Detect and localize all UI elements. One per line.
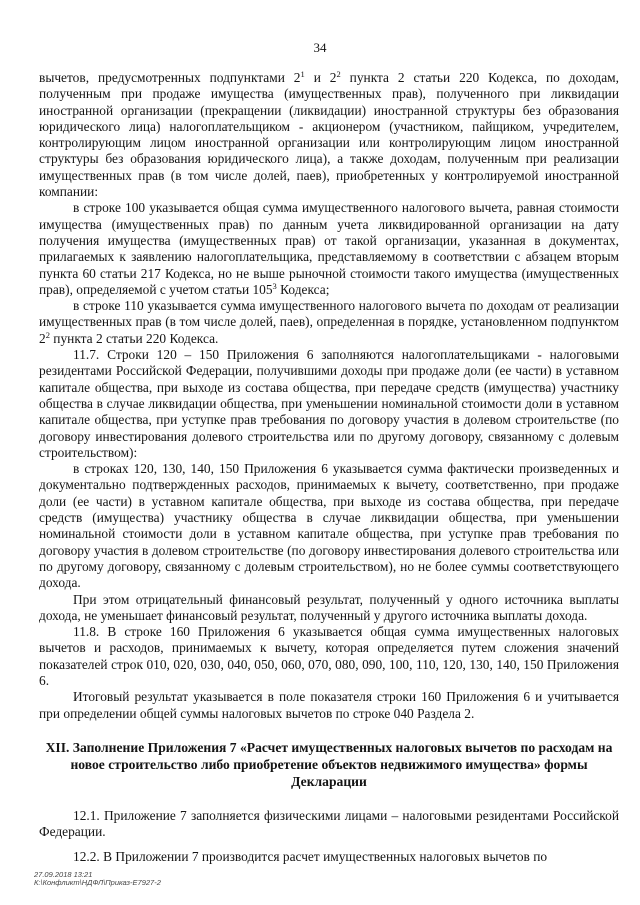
footer-timestamp: 27.09.2018 13:21 <box>34 870 93 879</box>
paragraph: 11.8. В строке 160 Приложения 6 указывается общая сумма имущественных налоговых вычетов и расходов, принимаемых к вычету, которая определяется путем сложения значений показателей строк 010, 020, 030, 040, 050, 060, 070, 080, 090, 100, 110, 120, 130, 140, 150 Приложения 6. <box>39 624 619 688</box>
section-heading: XII. Заполнение Приложения 7 «Расчет имущественных налоговых вычетов по расходам на новое строительство либо приобретение объектов недвижимого имущества» формы Декларации <box>45 739 613 789</box>
superscript: 3 <box>272 280 277 291</box>
superscript: 1 <box>300 69 305 79</box>
paragraph-12-1: 12.1. Приложение 7 заполняется физическими лицами – налоговыми резидентами Российской Федерации. <box>39 807 619 840</box>
page-number: 34 <box>313 40 327 55</box>
footer-file-path: К:\Конфликт\НДФЛ\Приказ-E7927-2 <box>34 878 161 887</box>
paragraph: в строках 120, 130, 140, 150 Приложения 6 указывается сумма фактически произведенных и документально подтвержденных расходов, принимаемых к вычету, соответственно, при продаже доли (ее части) в уставном капитале общества, при выходе из состава общества, при передаче средств (имущества) участнику общества в случае ликвидации общества, при уменьшении номинальной стоимости доли в уставном капитале общества, при уступке прав требования по договору участия в долевом строительстве (по договору инвестирования долевого строительства или по другому договору, связанному с долевым строительством), но не более суммы соответствующего дохода. <box>39 461 619 591</box>
paragraph: Итоговый результат указывается в поле показателя строки 160 Приложения 6 и учитывается при определении общей суммы налоговых вычетов по строке 040 Раздела 2. <box>39 689 619 721</box>
paragraph-list <box>39 70 619 722</box>
paragraph: в строке 100 указывается общая сумма имущественного налогового вычета, равная стоимости имущества (имущественных прав) по данным учета ликвидированной организации на дату получения имущества (имущественных прав) от такой организации, указанная в документах, прилагаемых к заявлению налогоплательщика, представляемому в соответствии с абзацем вторым пункта 60 статьи 217 Кодекса, но не выше рыночной стоимости такого имущества (имущественных прав), определяемой с учетом статьи $105^3$ Кодекса; <box>39 200 619 297</box>
superscript: 2 <box>336 69 341 79</box>
superscript: 2 <box>45 329 50 340</box>
paragraph: вычетов, предусмотренных подпунктами $2^1$ и $2^2$ пункта 2 статьи 220 Кодекса, по доходам, полученным при продаже имущества (имущественных прав), полученного при ликвидации иностранной организации (прекращении (ликвидации) иностранной структуры без образования юридического лица) налогоплательщиком - акционером (участником, пайщиком, учредителем, контролирующим лицом иностранной организации или контролирующим лицом иностранной структуры без образования юридического лица), а также доходам, полученным при реализации имущественных прав (в том числе долей, паев), приобретенных у контролируемой иностранной компании: <box>39 69 619 200</box>
paragraph: в строке 110 указывается сумма имущественного налогового вычета по доходам от реализации имущественных прав (в том числе долей, паев), определенная в порядке, установленном подпунктом $2^2$ пункта 2 статьи 220 Кодекса. <box>39 298 619 346</box>
paragraph: 11.7. Строки 120 – 150 Приложения 6 заполняются налогоплательщиками - налоговыми резидентами Российской Федерации, получившими доходы при продаже доли (ее части) в уставном капитале общества, при выходе из состава общества, при передаче средств (имущества) участнику общества в случае ликвидации общества, при уменьшении номинальной стоимости доли в уставном капитале общества, при уступке прав требования по договору участия в долевом строительстве (по договору инвестирования долевого строительства или по другому договору, связанному с долевым строительством): <box>39 347 619 460</box>
paragraph: При этом отрицательный финансовый результат, полученный у одного источника выплаты дохода, не уменьшает финансовый результат, полученный у другого источника выплаты дохода. <box>39 591 619 623</box>
document-footer <box>34 871 161 887</box>
document-body <box>39 70 619 866</box>
paragraph-12-2: 12.2. В Приложении 7 производится расчет имущественных налоговых вычетов по <box>73 849 548 865</box>
